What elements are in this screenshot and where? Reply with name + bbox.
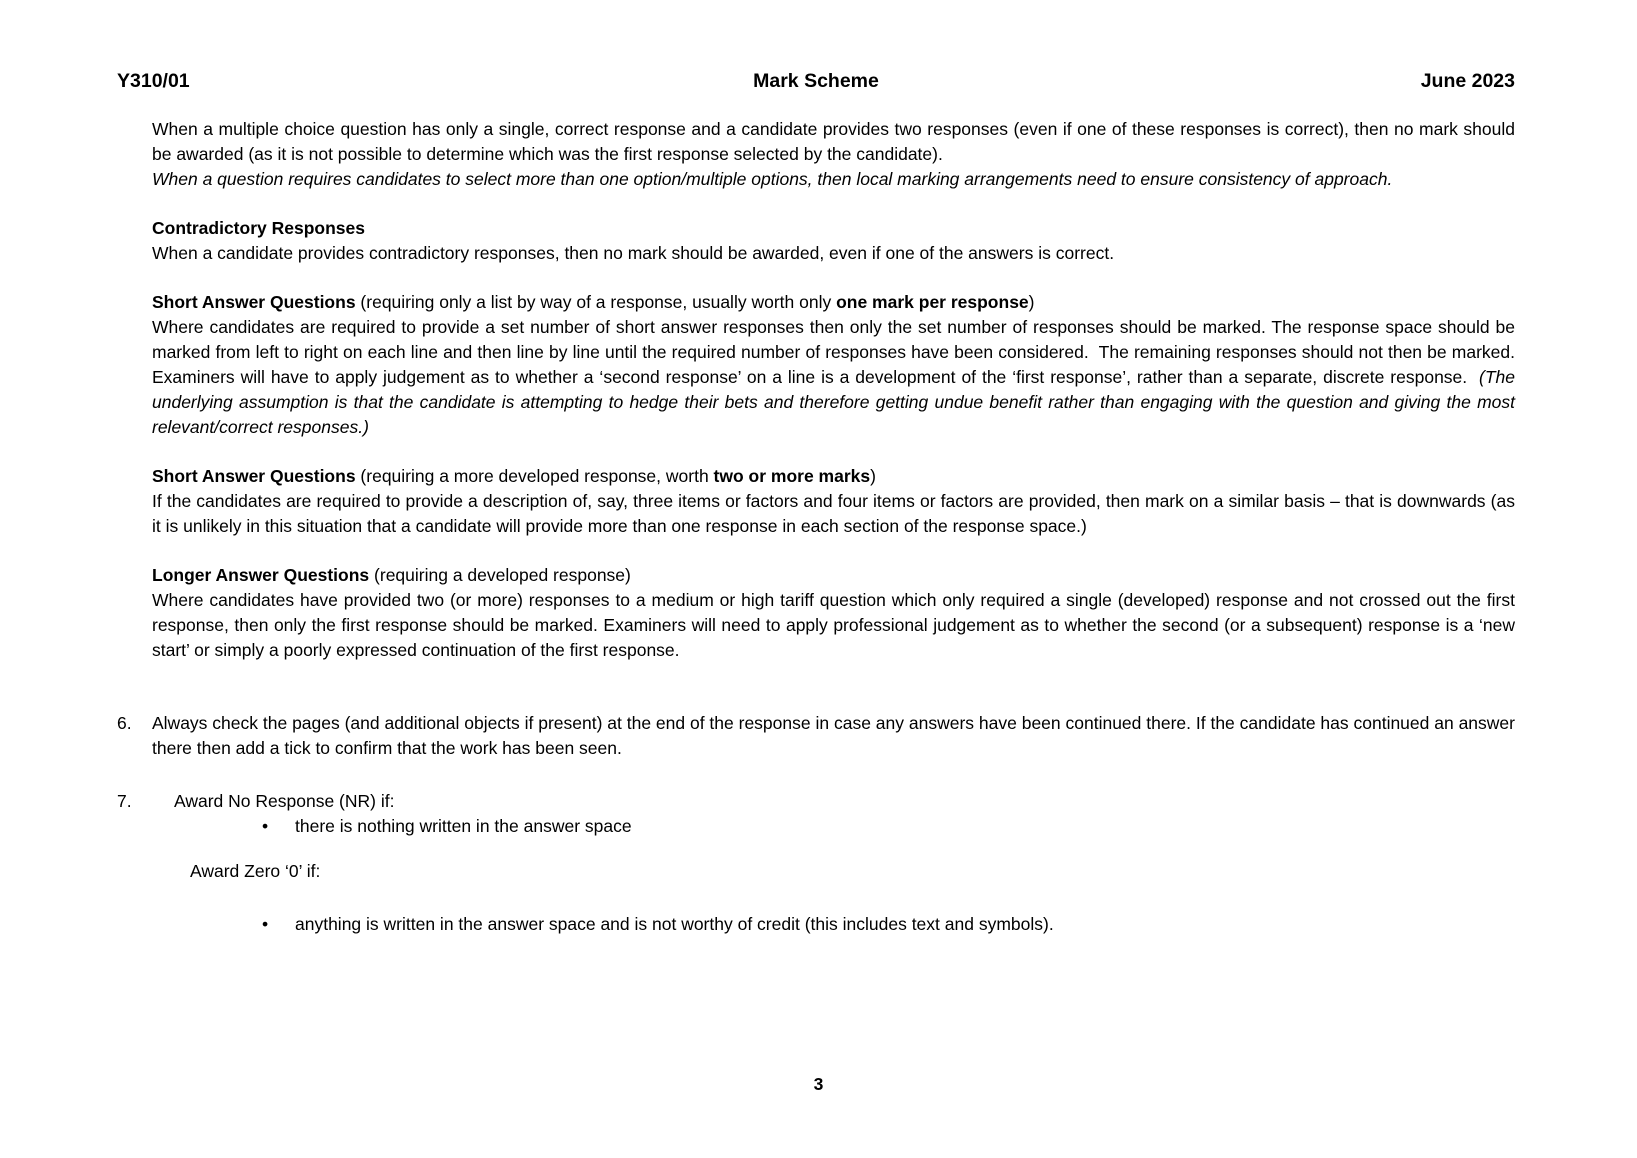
heading-short-answer-list [152,290,1515,315]
heading-contradictory-responses [152,216,1515,241]
bullet-nothing-written [262,814,1515,839]
heading-text-close: ) [870,466,876,486]
list-item-7 [117,789,1515,814]
bullet-text: anything is written in the answer space and is not worthy of credit (this includes text and symbols). [295,914,1054,934]
paragraph-short-answer-list-body [152,315,1515,440]
document-body [117,117,1515,937]
session-date: June 2023 [1420,70,1515,92]
paragraph-short-answer-developed-body: If the candidates are required to provide a description of, say, three items or factors and four items or factors are provided, then mark on a similar basis – that is downwards (as it is unlikely in this situation that a candidate will provide more than one response in each section of the response space.) [152,491,1515,536]
paragraph-multiple-options-note: When a question requires candidates to select more than one option/multiple options, then local marking arrangements need to ensure consistency of approach. [152,169,1393,189]
heading-text-normal: (requiring a more developed response, worth [355,466,714,486]
bullet-anything-written [262,912,1515,937]
page-footer [0,1072,1637,1097]
line-award-zero: Award Zero ‘0’ if: [190,861,321,881]
list-number: 7. [117,791,132,811]
list-number: 6. [117,713,132,733]
heading-text: Short Answer Questions [152,466,356,486]
list-item-6 [117,711,1515,761]
page-number: 3 [813,1074,824,1094]
bullet-icon: • [262,816,269,836]
heading-short-answer-developed [152,464,1515,489]
heading-text: Contradictory Responses [152,218,365,238]
list-item-6-text: Always check the pages (and additional objects if present) at the end of the response in case any answers have been continued there. If the candidate has continued an answer there then add a tick to confirm that the work has been seen. [152,713,1515,758]
text-run: Where candidates are required to provide a set number of short answer responses then only the set number of responses should be marked. The response space should be marked from left to right on each line and then line by line until the required number of responses have been considered. The remaining responses should not then be marked. Examiners will have to apply judgement as to whether a ‘second response’ on a line is a development of the ‘first response’, rather than a separate, discrete response. [152,317,1515,387]
page-header [117,69,1515,95]
heading-text-normal: (requiring a developed response) [369,565,631,585]
paragraph-contradictory-body: When a candidate provides contradictory responses, then no mark should be awarded, even if one of the answers is correct. [152,243,1115,263]
heading-text-bold: one mark per response [836,292,1029,312]
heading-longer-answer [152,563,1515,588]
heading-text-bold: two or more marks [713,466,871,486]
list-item-7-text: Award No Response (NR) if: [174,791,395,811]
paragraph-longer-answer-body: Where candidates have provided two (or more) responses to a medium or high tariff question which only required a single (developed) response and not crossed out the first response, then only the first response should be marked. Examiners will need to apply professional judgement as to whether the second (or a subsequent) response is a ‘new start’ or simply a poorly expressed continuation of the first response. [152,590,1515,660]
document-title: Mark Scheme [753,70,879,92]
bullet-text: there is nothing written in the answer space [295,816,632,836]
paragraph-multiple-choice: When a multiple choice question has only a single, correct response and a candidate provides two responses (even if one of these responses is correct), then no mark should be awarded (as it is not possible to determine which was the first response selected by the candidate). [152,119,1515,164]
heading-text-normal: (requiring only a list by way of a response, usually worth only [355,292,837,312]
heading-text-close: ) [1028,292,1035,312]
paper-code: Y310/01 [117,70,190,92]
heading-text: Longer Answer Questions [152,565,370,585]
text-run-italic: (The underlying assumption is that the candidate is attempting to hedge their bets and therefore getting undue benefit rather than engaging with the question and giving the most relevant/correct responses.) [152,367,1515,437]
heading-text: Short Answer Questions [152,292,356,312]
bullet-icon: • [262,914,269,934]
